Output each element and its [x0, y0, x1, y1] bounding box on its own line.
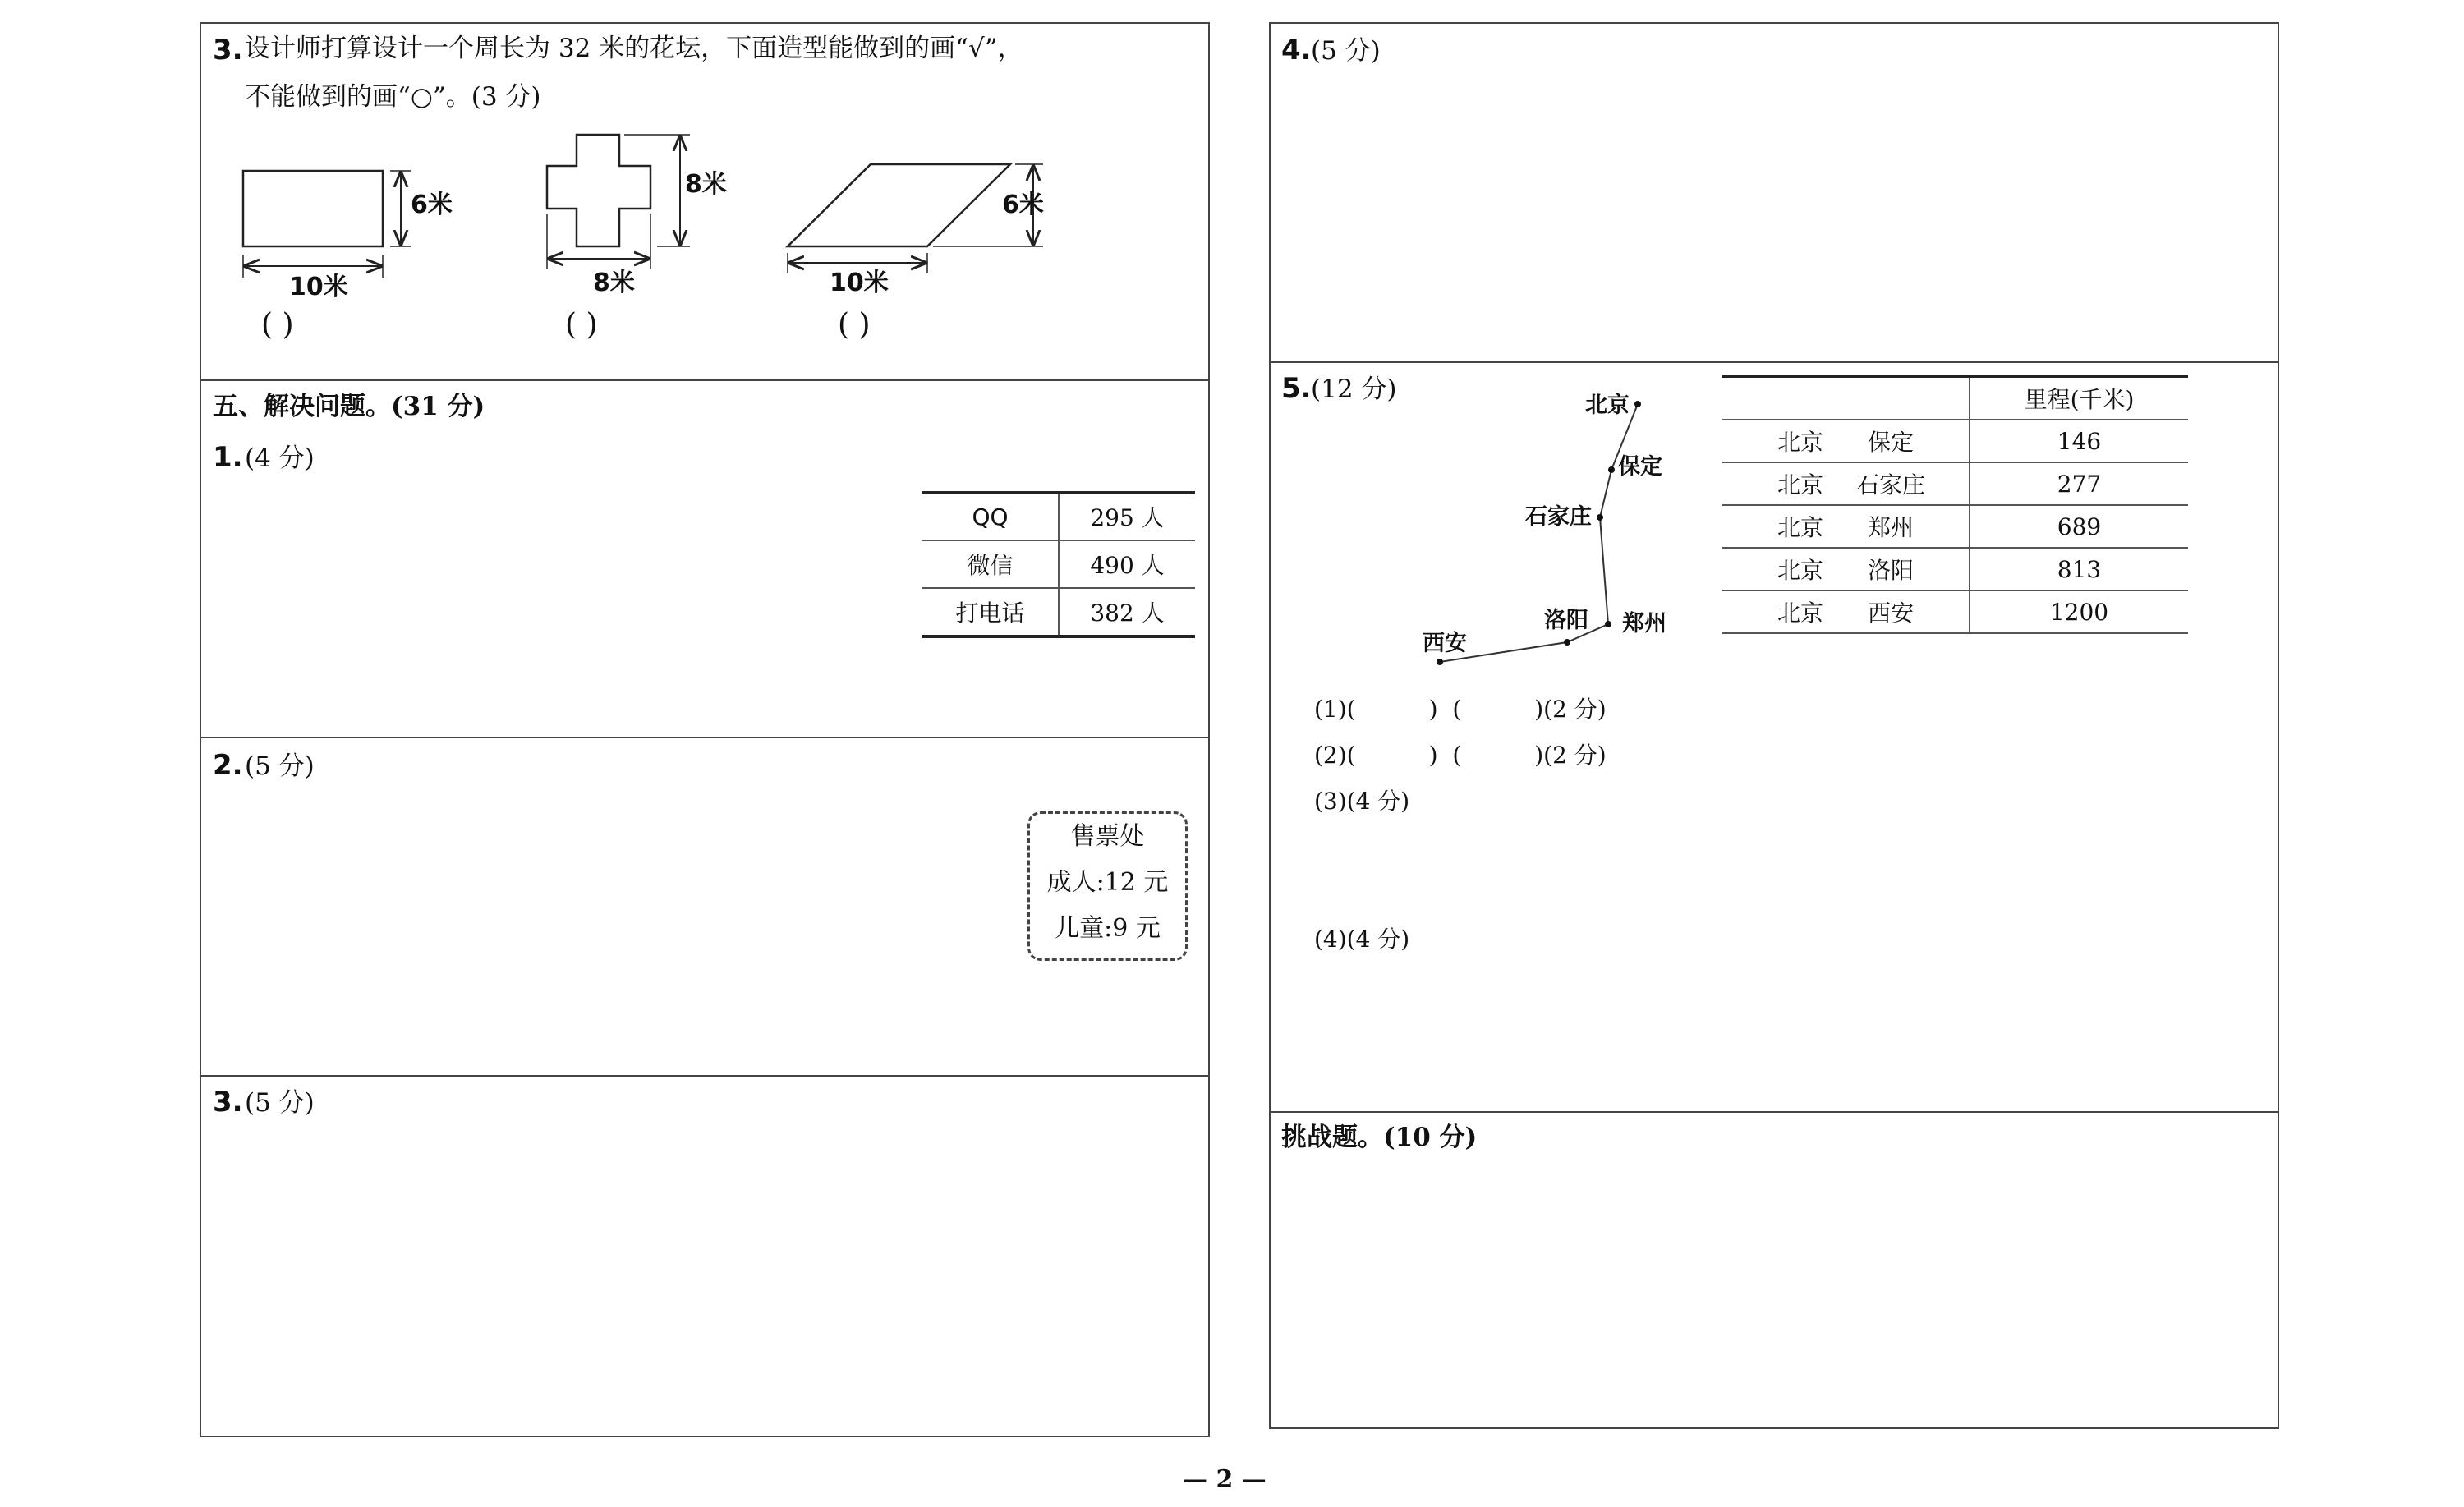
- city-label-shijiazhuang: 石家庄: [1525, 504, 1592, 530]
- distance-table: [1722, 375, 2188, 634]
- p4-points: (5 分): [1311, 36, 1381, 66]
- ticket-child-price: 儿童:9 元: [1055, 914, 1161, 943]
- challenge-title: 挑战题。(10 分): [1281, 1123, 1478, 1152]
- city-dot-baoding: [1608, 466, 1615, 473]
- rectangle-shape: [243, 171, 411, 278]
- usage-count: 295 人: [1059, 493, 1195, 541]
- to-city: 西安: [1867, 600, 1914, 627]
- p2-number: 2.: [213, 749, 243, 782]
- right-panel: [1269, 22, 2279, 1429]
- left-divider-3: [200, 1075, 1210, 1077]
- p5-sub4: (4)(4 分): [1314, 926, 1410, 953]
- right-divider-1: [1269, 361, 2279, 363]
- table-row: [922, 588, 1195, 636]
- p5-sub2[interactable]: (2)( ) ( )(2 分): [1314, 742, 1607, 769]
- parallelogram-width-label: 10米: [830, 269, 889, 297]
- q3-text-line1: 设计师打算设计一个周长为 32 米的花坛，下面造型能做到的画“√”，: [245, 34, 1023, 63]
- distance-km: 1200: [1970, 590, 2188, 633]
- cross-shape: [547, 135, 690, 269]
- to-city: 郑州: [1867, 514, 1914, 541]
- p3-number: 3.: [213, 1086, 243, 1119]
- usage-name: QQ: [922, 493, 1059, 541]
- p5-sub1[interactable]: (1)( ) ( )(2 分): [1314, 696, 1607, 723]
- usage-name: 微信: [922, 540, 1059, 588]
- to-city: 保定: [1867, 429, 1914, 456]
- p2-points: (5 分): [245, 751, 315, 781]
- p5-number: 5.: [1281, 372, 1312, 405]
- p3-points: (5 分): [245, 1088, 315, 1118]
- left-divider-1: [200, 379, 1210, 381]
- table-row: [1722, 505, 2188, 548]
- table-row: [922, 493, 1195, 541]
- distance-km: 277: [1970, 462, 2188, 505]
- distance-header: 里程(千米): [1970, 377, 2188, 420]
- p4-number: 4.: [1281, 34, 1312, 67]
- city-label-xian: 西安: [1423, 631, 1467, 656]
- p1-points: (4 分): [245, 443, 315, 473]
- rect-height-label: 6米: [411, 191, 453, 219]
- from-city: 北京: [1777, 514, 1823, 541]
- city-label-zhengzhou: 郑州: [1622, 611, 1666, 636]
- q3-text-line2: 不能做到的画“○”。(3 分): [245, 82, 541, 112]
- from-city: 北京: [1777, 429, 1823, 456]
- cross-width-label: 8米: [593, 269, 635, 297]
- table-header-row: [1722, 377, 2188, 420]
- distance-km: 146: [1970, 420, 2188, 462]
- city-dot-luoyang: [1564, 639, 1570, 646]
- parallelogram-answer-blank[interactable]: ( ): [838, 308, 871, 342]
- from-city: 北京: [1777, 471, 1823, 499]
- distance-km: 813: [1970, 548, 2188, 590]
- parallelogram-height-label: 6米: [1002, 191, 1044, 219]
- from-city: 北京: [1777, 557, 1823, 584]
- ticket-price-sign: [1027, 811, 1188, 961]
- cross-height-label: 8米: [685, 170, 727, 199]
- rect-width-label: 10米: [289, 273, 348, 301]
- distance-km: 689: [1970, 505, 2188, 548]
- table-row: [1722, 462, 2188, 505]
- left-divider-2: [200, 737, 1210, 738]
- ticket-adult-price: 成人:12 元: [1046, 868, 1169, 897]
- perimeter-shapes-figure: [222, 123, 1084, 312]
- cross-answer-blank[interactable]: ( ): [565, 308, 598, 342]
- ticket-title: 售票处: [1070, 822, 1145, 851]
- city-dot-shijiazhuang: [1597, 514, 1603, 521]
- usage-name: 打电话: [922, 588, 1059, 636]
- table-row: [1722, 590, 2188, 633]
- to-city: 洛阳: [1867, 557, 1914, 584]
- table-row: [1722, 420, 2188, 462]
- table-row: [922, 540, 1195, 588]
- city-dot-zhengzhou: [1605, 621, 1611, 627]
- section5-title: 五、解决问题。(31 分): [213, 392, 485, 421]
- p5-sub3: (3)(4 分): [1314, 788, 1410, 815]
- q3-number: 3.: [213, 34, 243, 67]
- right-divider-2: [1269, 1111, 2279, 1113]
- p5-points: (12 分): [1311, 374, 1397, 404]
- city-label-luoyang: 洛阳: [1544, 608, 1588, 633]
- rect-answer-blank[interactable]: ( ): [261, 308, 294, 342]
- city-dot-beijing: [1634, 401, 1641, 407]
- city-dot-xian: [1437, 659, 1443, 665]
- city-label-beijing: 北京: [1585, 393, 1630, 418]
- p1-number: 1.: [213, 441, 243, 474]
- usage-table: [922, 491, 1195, 638]
- table-row: [1722, 548, 2188, 590]
- to-city: 石家庄: [1855, 471, 1925, 499]
- usage-count: 382 人: [1059, 588, 1195, 636]
- page-number: — 2 —: [1183, 1465, 1266, 1494]
- city-label-baoding: 保定: [1618, 454, 1662, 480]
- usage-count: 490 人: [1059, 540, 1195, 588]
- from-city: 北京: [1777, 600, 1823, 627]
